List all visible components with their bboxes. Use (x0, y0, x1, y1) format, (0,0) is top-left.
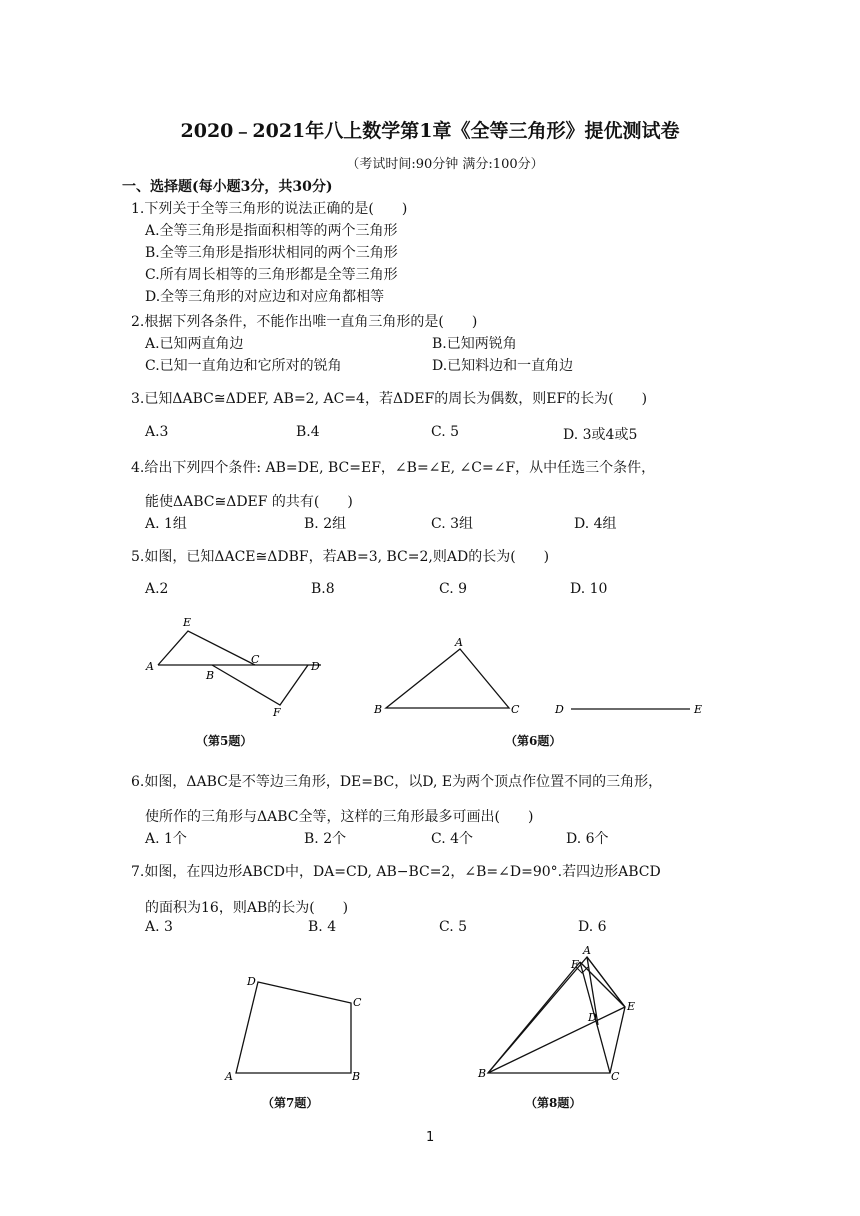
question-5-option-b: B.8 (311, 581, 335, 597)
figure-7 (236, 982, 351, 1073)
question-1-stem: 1.下列关于全等三角形的说法正确的是( ) (131, 201, 408, 217)
figure-5 (158, 631, 321, 705)
figures-7-8 (220, 940, 650, 1090)
question-7-option-b: B. 4 (308, 919, 337, 935)
figure-6 (386, 649, 690, 709)
question-7-stem-continued: 的面积为16，则AB的长为( ) (145, 900, 349, 916)
question-6-stem: 6.如图，ΔABC是不等边三角形，DE=BC，以D, E为两个顶点作位置不同的三角形， (131, 774, 663, 790)
question-3-option-c: C. 5 (431, 424, 460, 440)
question-4-stem: 4.给出下列四个条件: AB=DE, BC=EF，∠B=∠E, ∠C=∠F，从中任选三个条件， (131, 460, 656, 476)
question-2-option-a: A.已知两直角边 (145, 336, 244, 352)
fig7-label-b: B (352, 1070, 361, 1083)
question-4-option-c: C. 3组 (431, 516, 474, 532)
question-6-option-d: D. 6个 (566, 831, 609, 847)
fig5-label-c: C (251, 653, 260, 666)
fig7-label-c: C (353, 996, 362, 1009)
figure-8 (488, 957, 625, 1073)
fig5-label-a: A (146, 660, 154, 673)
question-7-option-d: D. 6 (578, 919, 607, 935)
question-1-option-c: C.所有周长相等的三角形都是全等三角形 (145, 267, 398, 283)
question-2-stem: 2.根据下列各条件，不能作出唯一直角三角形的是( ) (131, 314, 478, 330)
question-3-option-a: A.3 (145, 424, 169, 440)
page-title: 2020﹣2021年八上数学第1章《全等三角形》提优测试卷 (180, 120, 680, 142)
fig5-label-e: E (183, 616, 192, 629)
fig6-label-c: C (511, 703, 520, 716)
section-heading: 一、选择题(每小题3分，共30分) (122, 179, 333, 195)
fig8-label-a: A (583, 944, 591, 957)
fig7-label-a: A (225, 1070, 233, 1083)
page-number: 1 (426, 1130, 435, 1145)
question-6-option-c: C. 4个 (431, 831, 474, 847)
figures-5-6 (130, 610, 750, 750)
exam-info: （考试时间:90分钟 满分:100分） (346, 157, 544, 172)
fig8-label-b: B (478, 1067, 487, 1080)
fig6-label-a: A (455, 636, 463, 649)
question-3-stem: 3.已知ΔABC≅ΔDEF, AB=2, AC=4，若ΔDEF的周长为偶数，则EF的长为( ) (131, 391, 648, 407)
question-3-option-b: B.4 (296, 424, 320, 440)
question-5-option-c: C. 9 (439, 581, 468, 597)
question-4-option-b: B. 2组 (304, 516, 347, 532)
question-6-option-a: A. 1个 (145, 831, 187, 847)
question-2-option-c: C.已知一直角边和它所对的锐角 (145, 358, 342, 374)
fig8-label-d: D (588, 1011, 597, 1024)
question-1-option-a: A.全等三角形是指面积相等的两个三角形 (145, 223, 398, 239)
question-2-option-b: B.已知两锐角 (432, 336, 517, 352)
question-7-option-c: C. 5 (439, 919, 468, 935)
fig6-label-b: B (374, 703, 383, 716)
figure-5-caption: （第5题） (196, 734, 253, 748)
figure-7-caption: （第7题） (262, 1096, 319, 1110)
question-5-option-d: D. 10 (570, 581, 608, 597)
question-1-option-d: D.全等三角形的对应边和对应角都相等 (145, 289, 385, 305)
question-7-option-a: A. 3 (145, 919, 173, 935)
question-6-option-b: B. 2个 (304, 831, 347, 847)
fig5-label-f: F (273, 706, 281, 719)
question-4-stem-continued: 能使ΔABC≅ΔDEF 的共有( ) (145, 494, 353, 510)
fig8-label-c: C (611, 1070, 620, 1083)
question-2-option-d: D.已知料边和一直角边 (432, 358, 574, 374)
question-7-stem: 7.如图，在四边形ABCD中，DA=CD, AB−BC=2，∠B=∠D=90°.若四边形ABCD (131, 864, 661, 880)
fig8-label-e: E (627, 1000, 636, 1013)
fig7-label-d: D (247, 975, 256, 988)
question-6-stem-continued: 使所作的三角形与ΔABC全等，这样的三角形最多可画出( ) (145, 809, 534, 825)
question-3-option-d: D. 3或4或5 (563, 427, 638, 443)
fig8-label-f: F (571, 958, 579, 971)
question-5-stem: 5.如图，已知ΔACE≅ΔDBF，若AB=3, BC=2,则AD的长为( ) (131, 549, 550, 565)
figure-6-caption: （第6题） (505, 734, 562, 748)
fig5-label-d: D (311, 660, 320, 673)
figure-8-caption: （第8题） (525, 1096, 582, 1110)
fig6-label-e: E (694, 703, 703, 716)
question-5-option-a: A.2 (145, 581, 169, 597)
fig6-label-d: D (555, 703, 564, 716)
fig5-label-b: B (206, 669, 215, 682)
question-4-option-a: A. 1组 (145, 516, 187, 532)
question-4-option-d: D. 4组 (574, 516, 617, 532)
question-1-option-b: B.全等三角形是指形状相同的两个三角形 (145, 245, 398, 261)
